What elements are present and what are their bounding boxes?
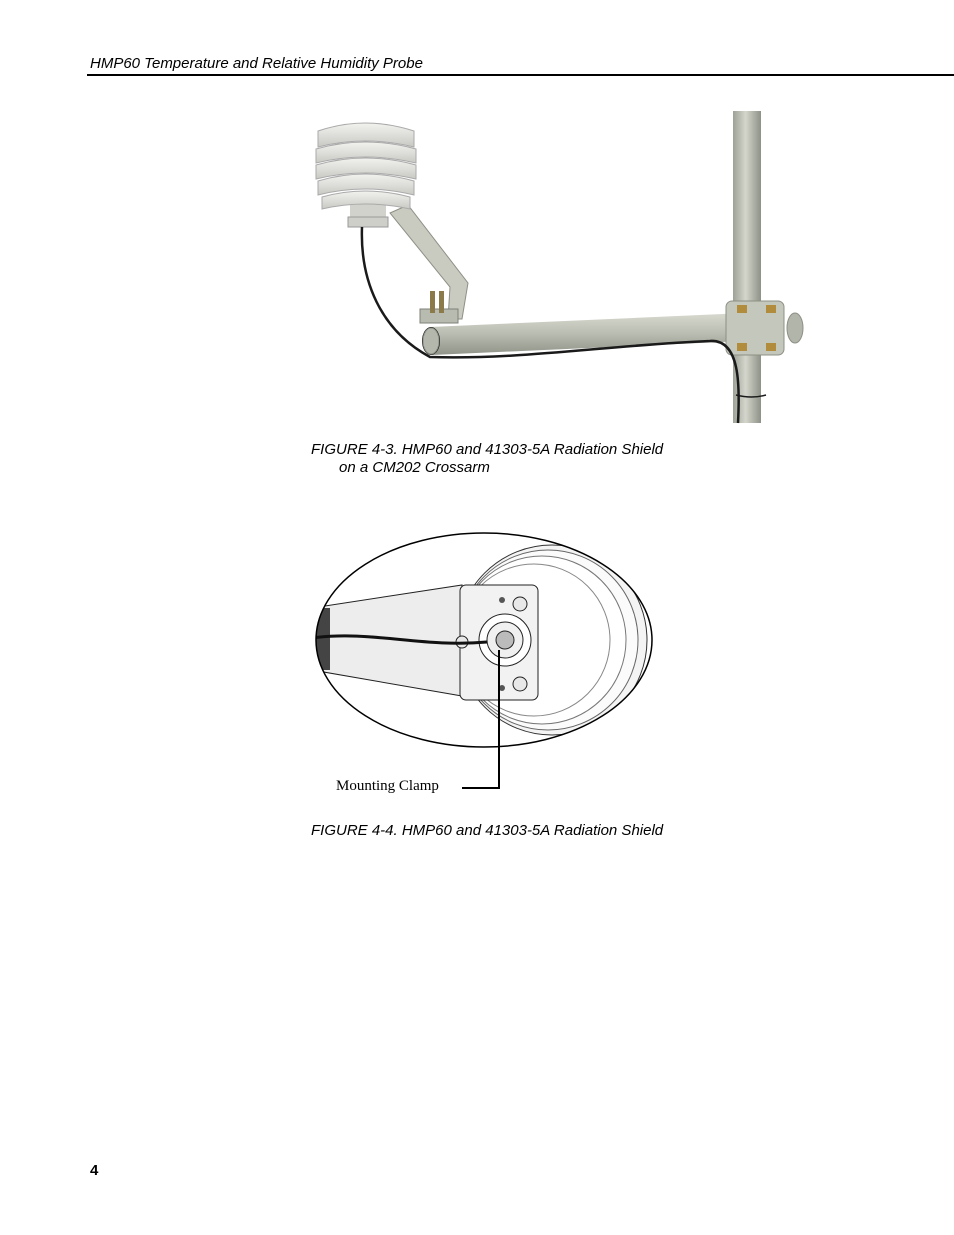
mounting-clamp-label: Mounting Clamp [336,778,439,794]
figure-4-3-image [290,105,820,430]
figure-4-3-caption [311,441,663,477]
page-number: 4 [90,1162,99,1179]
mounting-bracket [390,205,468,319]
figure-4-4-caption: FIGURE 4-4. HMP60 and 41303-5A Radiation Shield [311,822,664,839]
figure-4-3-caption-line1: FIGURE 4-3. HMP60 and 41303-5A Radiation Shield [311,441,664,458]
bracket-arm [312,585,462,696]
mounting-clamp-leader-line [462,650,502,790]
header-rule [87,74,954,76]
figure-4-3-caption-line2: on a CM202 Crossarm [339,459,490,476]
running-header-title: HMP60 Temperature and Relative Humidity Probe [90,55,423,72]
